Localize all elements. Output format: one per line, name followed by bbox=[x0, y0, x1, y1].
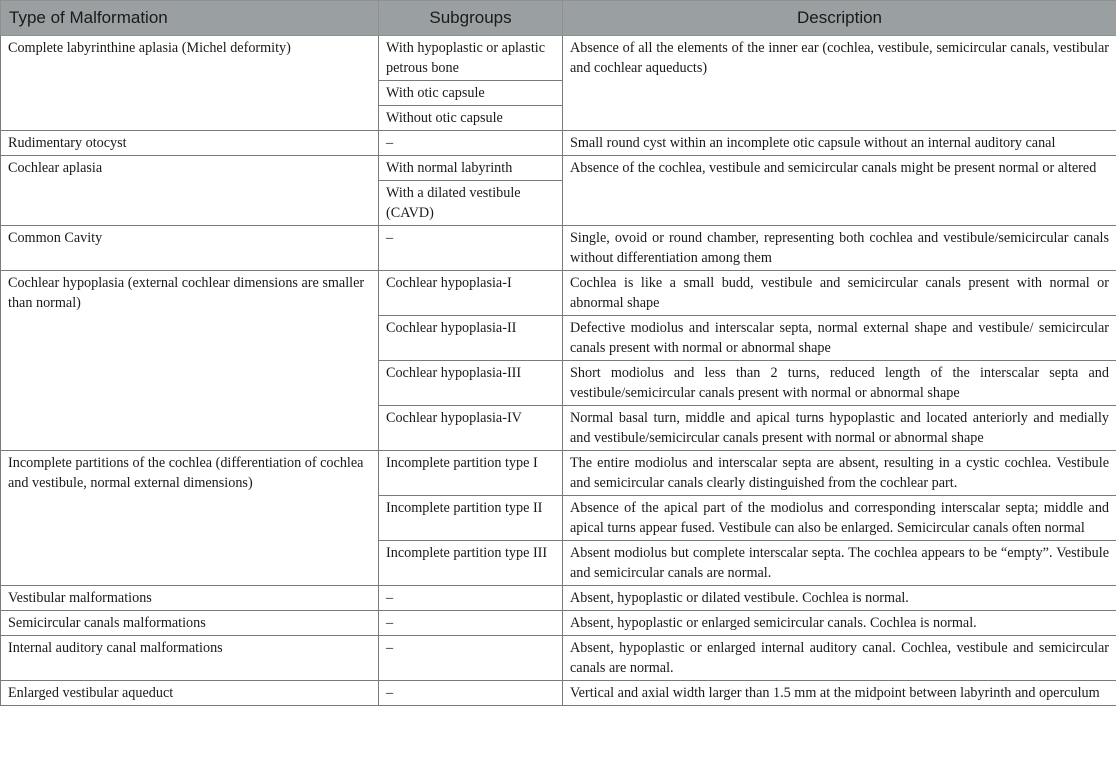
malformation-type-cell: Common Cavity bbox=[1, 226, 379, 271]
table-row bbox=[1, 586, 1116, 611]
table-row bbox=[1, 156, 1116, 181]
table-row bbox=[1, 226, 1116, 271]
description-cell: Absent, hypoplastic or enlarged internal auditory canal. Cochlea, vestibule and semicircular canals are normal. bbox=[563, 636, 1116, 681]
subgroup-cell: Incomplete partition type II bbox=[379, 496, 563, 541]
description-cell: The entire modiolus and interscalar septa are absent, resulting in a cystic cochlea. Vestibule and semicircular canals clearly distinguished from the cochlear part. bbox=[563, 451, 1116, 496]
subgroup-cell: Incomplete partition type III bbox=[379, 541, 563, 586]
subgroup-cell: – bbox=[379, 226, 563, 271]
malformation-type-cell: Vestibular malformations bbox=[1, 586, 379, 611]
table-row bbox=[1, 36, 1116, 81]
table-row bbox=[1, 131, 1116, 156]
description-cell: Single, ovoid or round chamber, representing both cochlea and vestibule/semicircular canals without differentiation among them bbox=[563, 226, 1116, 271]
subgroup-cell: – bbox=[379, 636, 563, 681]
table-row bbox=[1, 451, 1116, 496]
header-description: Description bbox=[563, 1, 1116, 36]
description-cell: Small round cyst within an incomplete otic capsule without an internal auditory canal bbox=[563, 131, 1116, 156]
header-subgroups: Subgroups bbox=[379, 1, 563, 36]
subgroup-cell: – bbox=[379, 586, 563, 611]
malformation-type-cell: Enlarged vestibular aqueduct bbox=[1, 681, 379, 706]
description-cell: Absent, hypoplastic or enlarged semicircular canals. Cochlea is normal. bbox=[563, 611, 1116, 636]
description-cell: Absence of all the elements of the inner ear (cochlea, vestibule, semicircular canals, vestibular and cochlear aqueducts) bbox=[563, 36, 1116, 131]
header-row bbox=[1, 1, 1116, 36]
subgroup-cell: Without otic capsule bbox=[379, 106, 563, 131]
subgroup-cell: – bbox=[379, 611, 563, 636]
subgroup-cell: Cochlear hypoplasia-III bbox=[379, 361, 563, 406]
subgroup-cell: Cochlear hypoplasia-II bbox=[379, 316, 563, 361]
description-cell: Short modiolus and less than 2 turns, reduced length of the interscalar septa and vestibule/semicircular canals present with normal or abnormal shape bbox=[563, 361, 1116, 406]
malformation-type-cell: Incomplete partitions of the cochlea (differentiation of cochlea and vestibule, normal external dimensions) bbox=[1, 451, 379, 586]
table-body bbox=[1, 36, 1116, 706]
table-row bbox=[1, 271, 1116, 316]
description-cell: Absence of the cochlea, vestibule and semicircular canals might be present normal or altered bbox=[563, 156, 1116, 226]
subgroup-cell: – bbox=[379, 681, 563, 706]
description-cell: Absent modiolus but complete interscalar septa. The cochlea appears to be “empty”. Vestibule and semicircular canals are normal. bbox=[563, 541, 1116, 586]
table-row bbox=[1, 611, 1116, 636]
subgroup-cell: Cochlear hypoplasia-I bbox=[379, 271, 563, 316]
malformation-type-cell: Complete labyrinthine aplasia (Michel deformity) bbox=[1, 36, 379, 131]
subgroup-cell: With normal labyrinth bbox=[379, 156, 563, 181]
description-cell: Absence of the apical part of the modiolus and corresponding interscalar septa; middle and apical turns appear fused. Vestibule can also be enlarged. Semicircular canals often normal bbox=[563, 496, 1116, 541]
description-cell: Absent, hypoplastic or dilated vestibule. Cochlea is normal. bbox=[563, 586, 1116, 611]
subgroup-cell: With hypoplastic or aplastic petrous bone bbox=[379, 36, 563, 81]
subgroup-cell: With a dilated vestibule (CAVD) bbox=[379, 181, 563, 226]
description-cell: Normal basal turn, middle and apical turns hypoplastic and located anteriorly and medially and vestibule/semicircular canals present with normal or abnormal shape bbox=[563, 406, 1116, 451]
description-cell: Cochlea is like a small budd, vestibule and semicircular canals present with normal or abnormal shape bbox=[563, 271, 1116, 316]
subgroup-cell: With otic capsule bbox=[379, 81, 563, 106]
subgroup-cell: Incomplete partition type I bbox=[379, 451, 563, 496]
table-row bbox=[1, 681, 1116, 706]
table-row bbox=[1, 636, 1116, 681]
malformation-type-cell: Cochlear hypoplasia (external cochlear dimensions are smaller than normal) bbox=[1, 271, 379, 451]
malformation-type-cell: Semicircular canals malformations bbox=[1, 611, 379, 636]
malformation-type-cell: Rudimentary otocyst bbox=[1, 131, 379, 156]
subgroup-cell: Cochlear hypoplasia-IV bbox=[379, 406, 563, 451]
header-type: Type of Malformation bbox=[1, 1, 379, 36]
malformation-type-cell: Internal auditory canal malformations bbox=[1, 636, 379, 681]
subgroup-cell: – bbox=[379, 131, 563, 156]
description-cell: Vertical and axial width larger than 1.5 mm at the midpoint between labyrinth and operculum bbox=[563, 681, 1116, 706]
description-cell: Defective modiolus and interscalar septa, normal external shape and vestibule/ semicircular canals present with normal or abnormal shape bbox=[563, 316, 1116, 361]
malformation-type-cell: Cochlear aplasia bbox=[1, 156, 379, 226]
table-header bbox=[1, 1, 1116, 36]
